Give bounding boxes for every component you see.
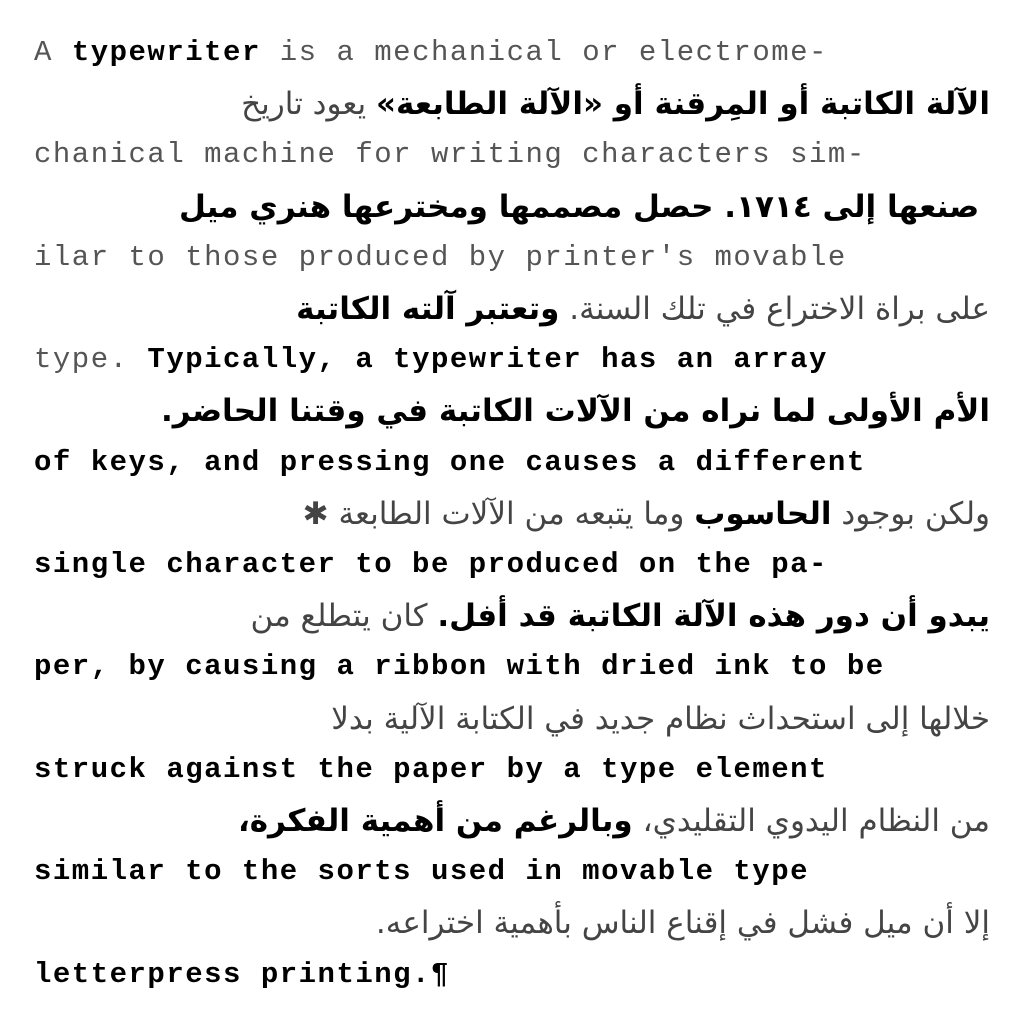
arabic-line-4	[0, 188, 990, 225]
text-run: إلا أن ميل فشل في إقناع الناس بأهمية اختراعه.	[375, 905, 990, 942]
text-run: ilar to those produced by printer's movable	[34, 240, 847, 274]
text-run: of keys, and pressing one causes a different	[34, 445, 866, 479]
arabic-line-6	[0, 291, 990, 327]
text-run: من النظام اليدوي التقليدي،	[632, 803, 990, 839]
arabic-line-18	[0, 905, 990, 942]
text-run: chanical machine for writing characters sim-	[34, 138, 866, 172]
text-run: على براة الاختراع في تلك السنة.	[559, 291, 990, 327]
english-line-15	[34, 752, 1024, 786]
english-line-13	[34, 650, 1024, 684]
text-run: typewriter	[71, 36, 261, 69]
text-run: is a mechanical or electrome-	[260, 36, 828, 69]
english-line-11	[34, 550, 1024, 579]
english-line-1	[34, 38, 1024, 67]
text-run: has an array	[582, 343, 828, 377]
text-run: وما يتبعه من الآلات الطابعة ✱	[302, 495, 695, 532]
text-run: struck against the paper by a	[34, 752, 602, 786]
text-run: خلالها إلى استحداث نظام جديد في الكتابة الآلية بدلا	[331, 700, 990, 737]
english-line-7	[34, 343, 1024, 377]
text-run: يعود تاريخ	[241, 86, 376, 123]
english-line-5	[34, 240, 1024, 274]
text-run: كان يتطلع من	[250, 598, 438, 635]
text-run: single character to be produced on the pa-	[34, 548, 828, 581]
arabic-line-12	[0, 598, 990, 635]
text-run: الأم الأولى لما نراه من الآلات الكاتبة في وقتنا الحاضر.	[161, 393, 990, 430]
text-run: A	[34, 36, 72, 69]
text-run: الحاسوب	[694, 495, 832, 532]
text-run: «الآلة الطابعة»	[375, 86, 603, 123]
text-run: type.	[34, 343, 148, 377]
text-run: typewriter	[393, 343, 583, 377]
arabic-line-8	[0, 393, 990, 430]
text-run: وتعتبر آلته الكاتبة	[296, 291, 560, 327]
text-run: Typically, a	[147, 343, 394, 377]
text-run: يبدو أن دور هذه الآلة الكاتبة قد أفل.	[437, 598, 990, 635]
text-run: ولكن بوجود	[831, 495, 990, 532]
text-run: letterpress printing.¶	[34, 957, 450, 991]
arabic-line-14	[0, 700, 990, 737]
arabic-line-2	[0, 86, 990, 123]
english-line-17	[34, 855, 1024, 889]
text-run: صنعها إلى ١٧١٤. حصل مصممها ومخترعها هنري ميل	[178, 188, 990, 225]
text-run: الآلة الكاتبة أو المِرقنة أو	[602, 86, 990, 123]
text-run: type element	[601, 752, 828, 786]
english-line-9	[34, 445, 1024, 479]
text-run: per, by causing a ribbon with dried ink to be	[34, 650, 885, 684]
arabic-line-10	[0, 495, 990, 532]
arabic-line-16	[0, 803, 990, 839]
english-line-19	[34, 957, 1024, 991]
english-line-3	[34, 138, 1024, 172]
text-run: similar to the sorts used in movable type	[34, 855, 810, 889]
text-run: وبالرغم من أهمية الفكرة،	[237, 803, 633, 839]
